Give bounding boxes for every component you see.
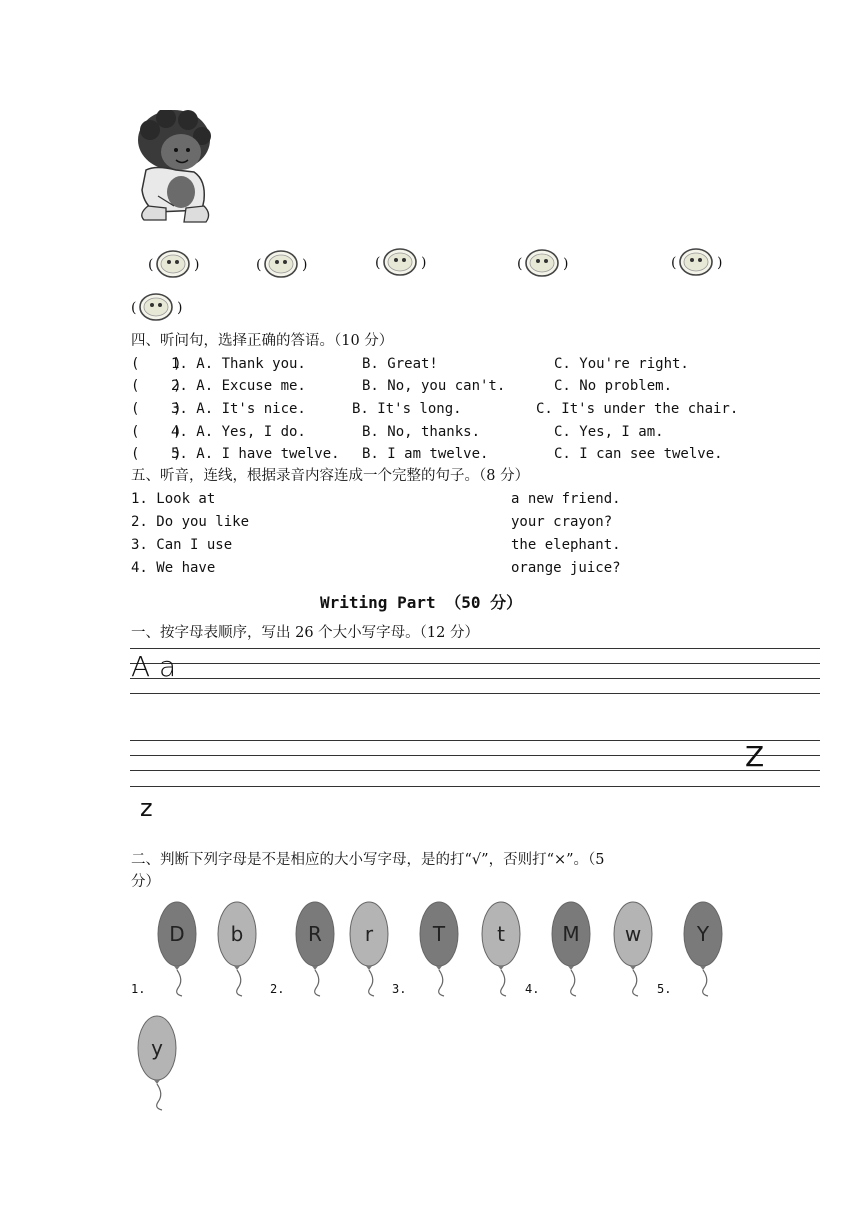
face-icon	[155, 249, 191, 279]
q-option-c: C. You're right.	[554, 356, 689, 372]
q1-start-letters: A a	[131, 650, 177, 683]
face-icon	[382, 247, 418, 277]
balloon-pair-number: 5.	[657, 982, 672, 996]
balloon-pair-number: 1.	[131, 982, 146, 996]
balloon-pair-number: 3.	[392, 982, 407, 996]
match-left[interactable]: 3. Can I use	[131, 537, 233, 553]
face-icon	[678, 247, 714, 277]
q2-heading-cont: 分）	[131, 874, 160, 890]
writing-part-title: Writing Part （50 分）	[320, 593, 523, 612]
q2-heading: 二、判断下列字母是不是相应的大小写字母，是的打“√”，否则打“×”。（5	[131, 852, 605, 868]
q-option-c: C. I can see twelve.	[554, 446, 723, 462]
face-icon	[138, 292, 174, 322]
q-option-b: B. Great!	[362, 356, 438, 372]
match-left[interactable]: 2. Do you like	[131, 514, 250, 530]
q-option-b: B. It's long.	[352, 401, 462, 417]
balloon-letter: Y	[696, 922, 710, 946]
match-right[interactable]: the elephant.	[511, 537, 621, 553]
sitting-boy-illustration	[136, 110, 216, 230]
balloon-icon	[612, 900, 654, 998]
balloon-letter: R	[308, 922, 322, 946]
face-icon	[263, 249, 299, 279]
balloon-letter: b	[230, 922, 244, 946]
q-paren[interactable]: ( )	[131, 378, 182, 394]
q-option-a: 4. A. Yes, I do.	[171, 424, 306, 440]
balloon-icon	[550, 900, 592, 998]
balloon-letter: T	[432, 922, 446, 946]
balloon-icon	[348, 900, 390, 998]
q-paren[interactable]: ( )	[131, 424, 182, 440]
balloon-letter: D	[169, 922, 185, 946]
match-right[interactable]: your crayon?	[511, 514, 613, 530]
section4-heading: 四、听问句，选择正确的答语。（10 分）	[131, 333, 394, 349]
q-option-a: 1. A. Thank you.	[171, 356, 306, 372]
q-option-b: B. No, you can't.	[362, 378, 506, 394]
q-option-a: 5. A. I have twelve.	[171, 446, 340, 462]
match-right[interactable]: a new friend.	[511, 491, 621, 507]
balloon-letter: w	[624, 922, 642, 946]
q1-end-lower: z	[140, 794, 153, 822]
section5-heading: 五、听音，连线，根据录音内容连成一个完整的句子。（8 分）	[131, 468, 530, 484]
balloon-pair-number: 4.	[525, 982, 540, 996]
balloon-letter: y	[151, 1036, 163, 1060]
q-option-c: C. No problem.	[554, 378, 673, 394]
balloon-icon	[136, 1014, 178, 1112]
q-option-b: B. No, thanks.	[362, 424, 481, 440]
face-icon	[524, 248, 560, 278]
balloon-icon	[480, 900, 522, 998]
q-option-c: C. It's under the chair.	[536, 401, 739, 417]
q-option-c: C. Yes, I am.	[554, 424, 664, 440]
q-paren[interactable]: ( )	[131, 401, 182, 417]
balloon-letter: M	[562, 922, 580, 946]
balloon-icon	[216, 900, 258, 998]
match-left[interactable]: 4. We have	[131, 560, 216, 576]
q-paren[interactable]: ( )	[131, 446, 182, 462]
q1-end-upper: Z	[745, 740, 765, 773]
balloon-letter: r	[364, 922, 374, 946]
balloon-icon	[418, 900, 460, 998]
balloon-letter: t	[497, 922, 505, 946]
match-left[interactable]: 1. Look at	[131, 491, 216, 507]
match-right[interactable]: orange juice?	[511, 560, 621, 576]
balloon-icon	[294, 900, 336, 998]
balloon-icon	[156, 900, 198, 998]
balloon-pair-number: 2.	[270, 982, 285, 996]
q1-heading: 一、按字母表顺序，写出 26 个大小写字母。（12 分）	[131, 625, 479, 641]
q-option-a: 3. A. It's nice.	[171, 401, 306, 417]
q-paren[interactable]: ( )	[131, 356, 182, 372]
balloon-icon	[682, 900, 724, 998]
q-option-b: B. I am twelve.	[362, 446, 489, 462]
q-option-a: 2. A. Excuse me.	[171, 378, 306, 394]
